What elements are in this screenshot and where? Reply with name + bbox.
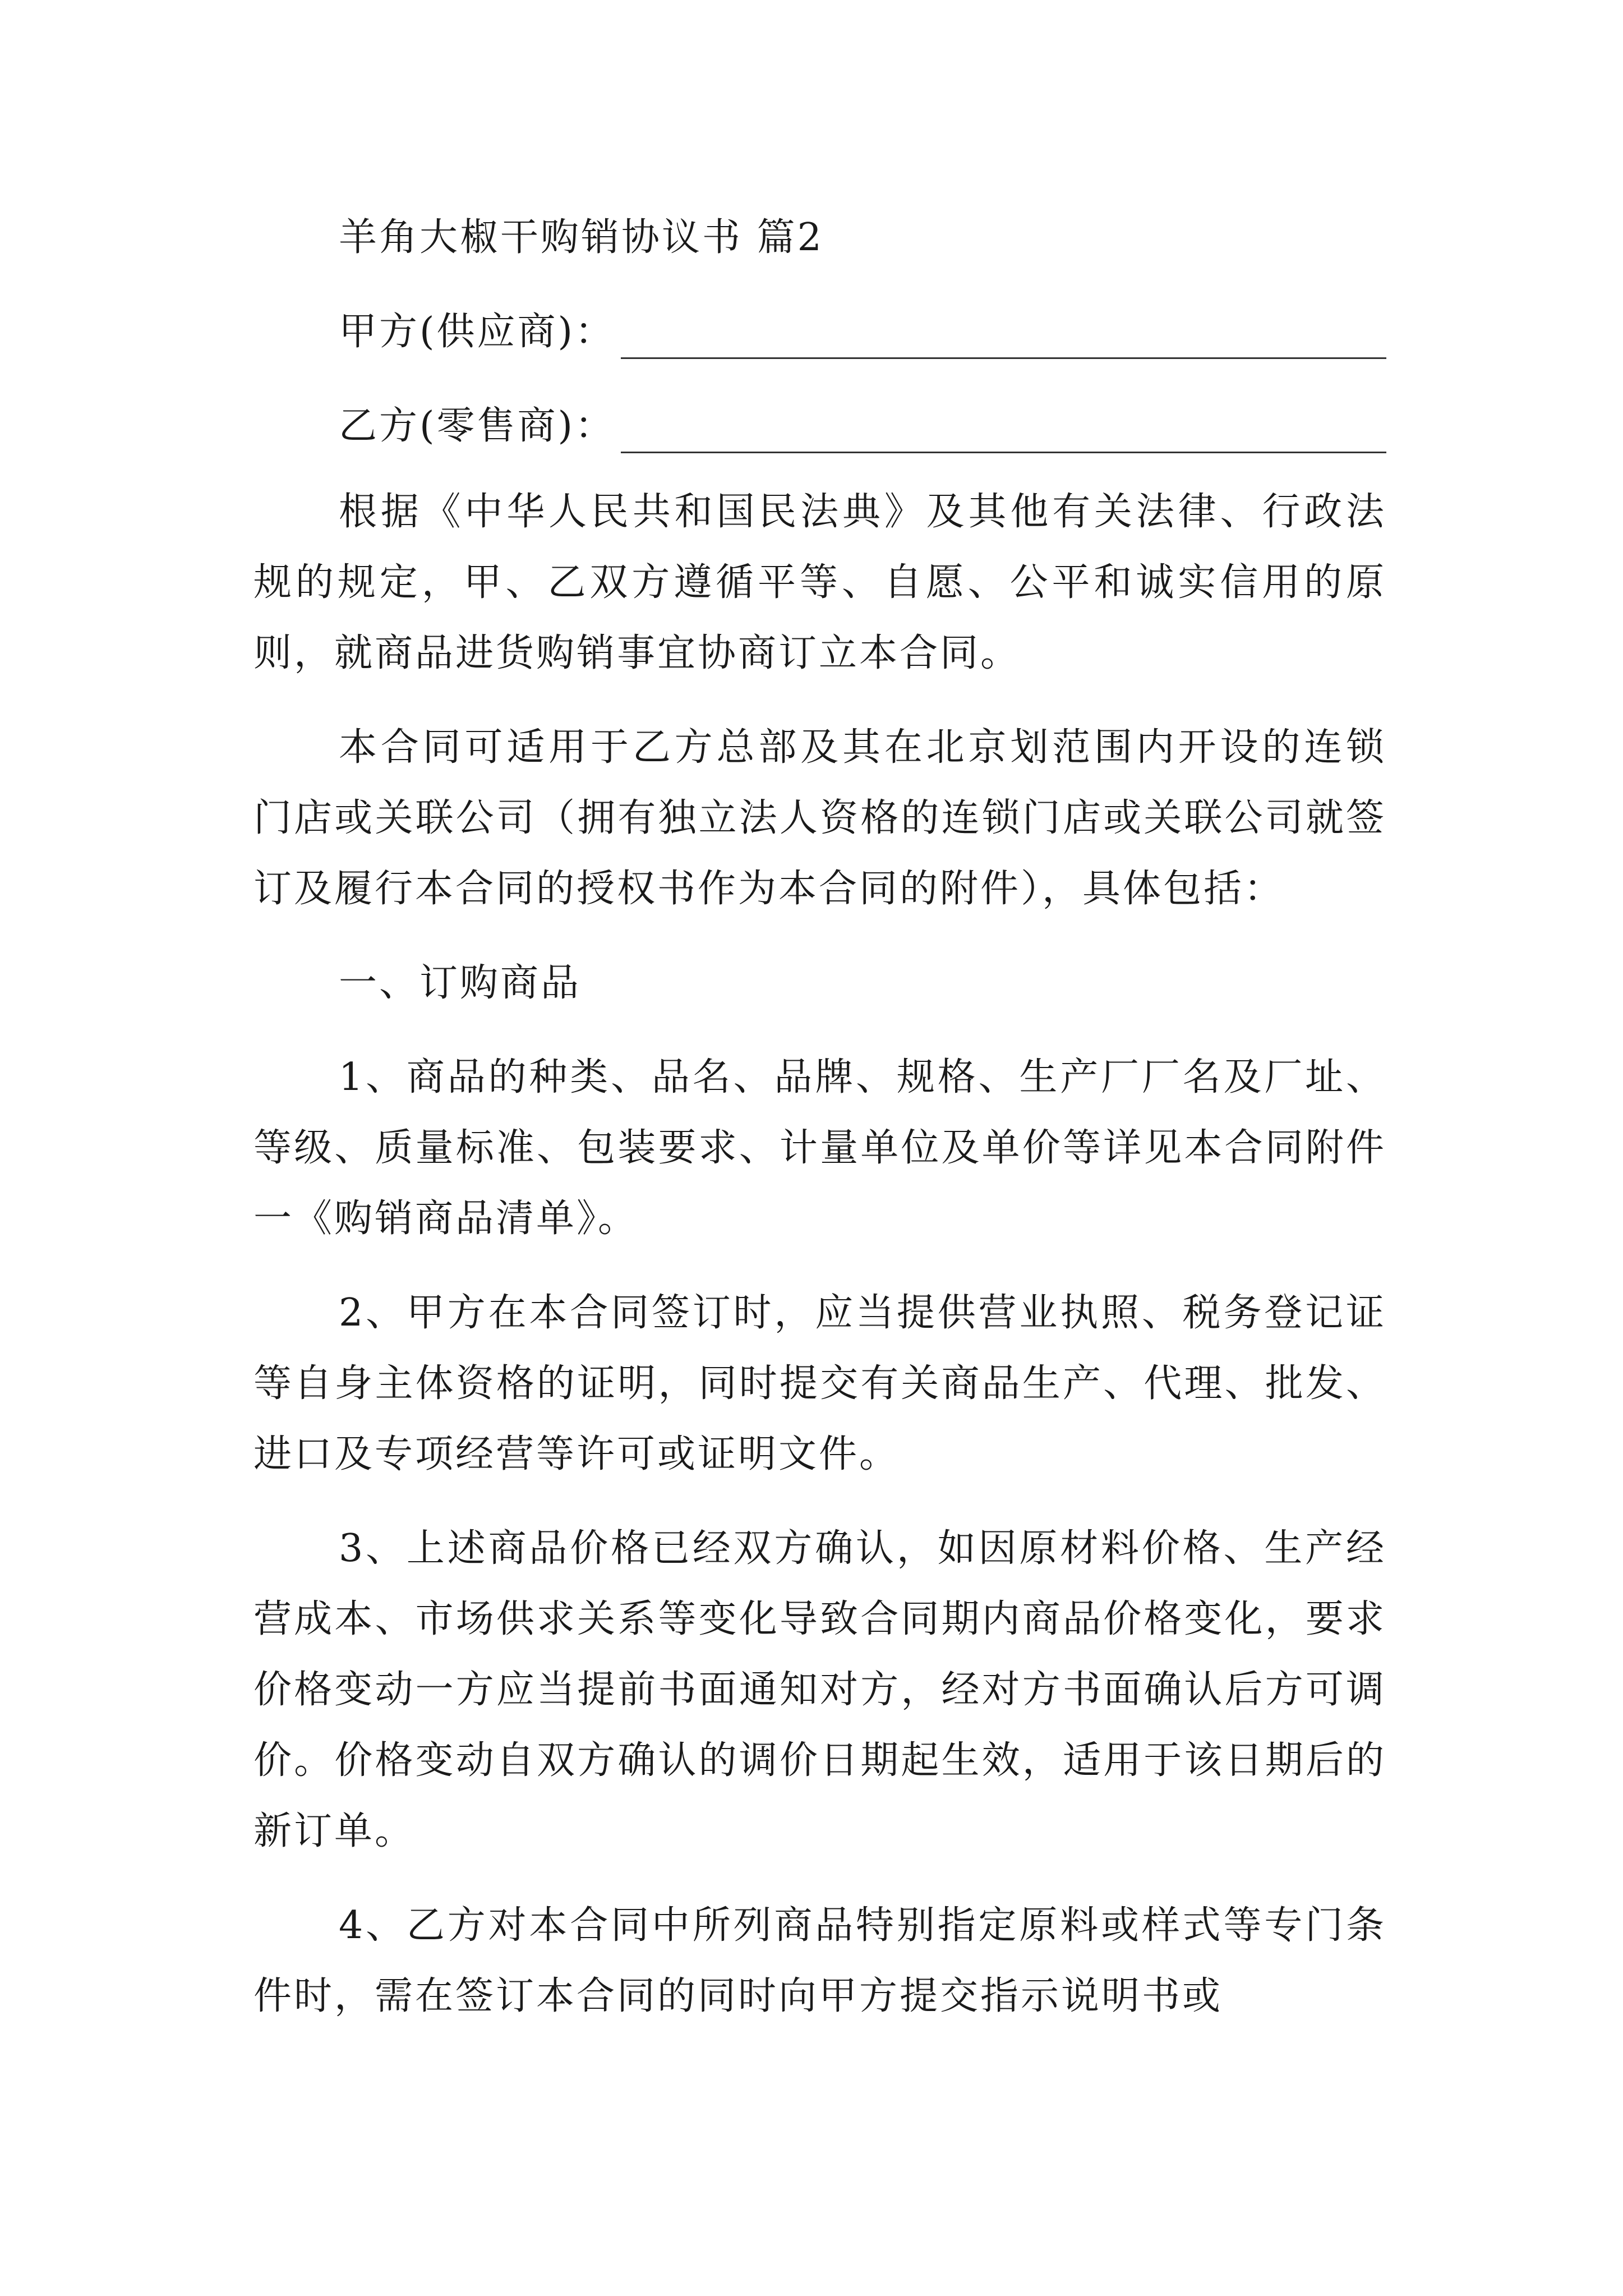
clause-1: 1、商品的种类、品名、品牌、规格、生产厂厂名及厂址、等级、质量标准、包装要求、计量单位及单价等详见本合同附件一《购销商品清单》。 [253, 1055, 1386, 1241]
party-b-row [253, 379, 1386, 473]
paragraph-scope: 本合同可适用于乙方总部及其在北京划范围内开设的连锁门店或关联公司（拥有独立法人资格的连锁门店或关联公司就签订及履行本合同的授权书作为本合同的附件），具体包括： [253, 725, 1386, 911]
clause-3: 3、上述商品价格已经双方确认，如因原材料价格、生产经营成本、市场供求关系等变化导致合同期内商品价格变化，要求价格变动一方应当提前书面通知对方，经对方书面确认后方可调价。价格变动自双方确认的调价日期起生效，适用于该日期后的新订单。 [253, 1526, 1386, 1853]
party-a-row [253, 285, 1386, 379]
clause-2: 2、甲方在本合同签订时，应当提供营业执照、税务登记证等自身主体资格的证明，同时提交有关商品生产、代理、批发、进口及专项经营等许可或证明文件。 [253, 1291, 1386, 1476]
party-b-blank-line [621, 389, 1386, 453]
section-heading-order-goods: 一、订购商品 [339, 961, 582, 1005]
clause-4: 4、乙方对本合同中所列商品特别指定原料或样式等专门条件时，需在签订本合同的同时向甲方提交指示说明书或 [253, 1903, 1386, 2018]
party-a-blank-line [621, 295, 1386, 359]
document-page [253, 191, 1386, 2055]
paragraph-legal-basis: 根据《中华人民共和国民法典》及其他有关法律、行政法规的规定，甲、乙双方遵循平等、自愿、公平和诚实信用的原则，就商品进货购销事宜协商订立本合同。 [253, 490, 1386, 675]
document-title: 羊角大椒干购销协议书 篇2 [339, 215, 824, 260]
party-a-label: 甲方(供应商)： [339, 310, 616, 354]
party-b-label: 乙方(零售商)： [339, 404, 616, 448]
